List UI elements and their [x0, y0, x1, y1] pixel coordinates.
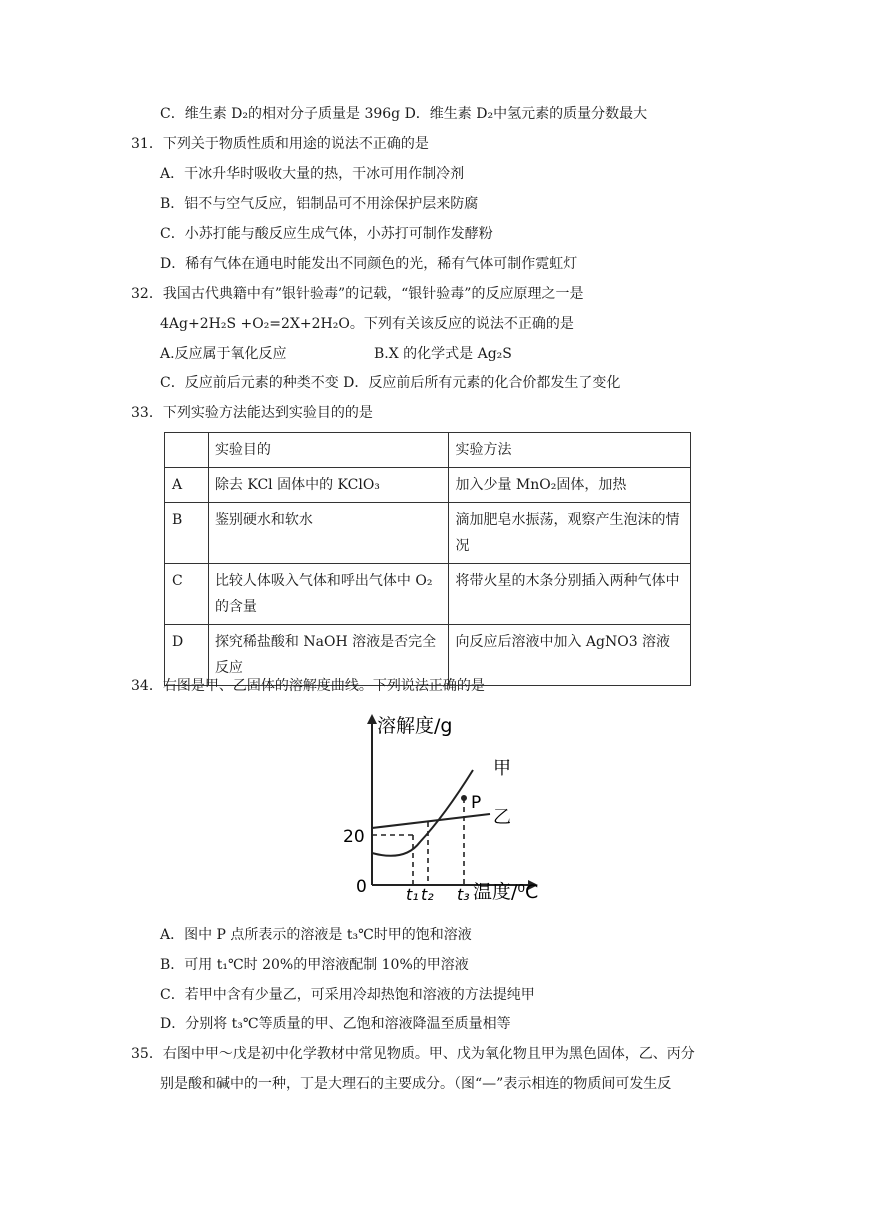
table-cell: 除去 KCl 固体中的 KClO₃: [208, 468, 449, 503]
table-cell: D: [165, 625, 209, 686]
x-axis-label: 温度/⁰C: [473, 881, 539, 903]
table-cell: 滴加肥皂水振荡，观察产生泡沫的情况: [449, 503, 691, 564]
table-cell: 向反应后溶液中加入 AgNO3 溶液: [449, 625, 691, 686]
table-row: [165, 564, 691, 625]
curve-label-yi: 乙: [493, 807, 511, 828]
table-cell: 比较人体吸入气体和呼出气体中 O₂的含量: [208, 564, 449, 625]
q34-option-c: C．若甲中含有少量乙，可采用冷却热饱和溶液的方法提纯甲: [160, 987, 535, 1003]
q34-stem: 34．右图是甲、乙固体的溶解度曲线。下列说法正确的是: [131, 678, 485, 694]
table-cell: C: [165, 564, 209, 625]
q32-option-a: A.反应属于氧化反应: [160, 346, 287, 362]
q34-option-a: A．图中 P 点所表示的溶液是 t₃℃时甲的饱和溶液: [160, 927, 472, 943]
experiment-table: [164, 432, 691, 686]
table-cell: A: [165, 468, 209, 503]
table-header-method: 实验方法: [449, 433, 691, 468]
table-header-purpose: 实验目的: [208, 433, 449, 468]
table-row: [165, 503, 691, 564]
q33-stem: 33．下列实验方法能达到实验目的的是: [131, 405, 373, 421]
table-cell: 探究稀盐酸和 NaOH 溶液是否完全反应: [208, 625, 449, 686]
table-cell: 鉴别硬水和软水: [208, 503, 449, 564]
q35-stem-line2: 别是酸和碱中的一种，丁是大理石的主要成分。（图“—”表示相连的物质间可发生反: [160, 1076, 672, 1092]
x-tick-t3: t₃: [457, 885, 470, 904]
table-cell: 加入少量 MnO₂固体，加热: [449, 468, 691, 503]
table-cell: [165, 433, 209, 468]
q31-stem: 31．下列关于物质性质和用途的说法不正确的是: [131, 136, 429, 152]
curve-label-jia: 甲: [493, 758, 511, 779]
table-cell: B: [165, 503, 209, 564]
q32-options-cd: C．反应前后元素的种类不变 D．反应前后所有元素的化合价都发生了变化: [160, 375, 621, 391]
point-p-label: P: [471, 793, 482, 813]
q32-stem: 32．我国古代典籍中有”银针验毒”的记载，“银针验毒”的反应原理之一是: [131, 286, 584, 302]
curve-yi: [372, 814, 490, 828]
q34-option-d: D．分别将 t₃℃等质量的甲、乙饱和溶液降温至质量相等: [160, 1016, 511, 1032]
q30-options-cd: C．维生素 D₂的相对分子质量是 396g D．维生素 D₂中氢元素的质量分数最大: [160, 106, 648, 122]
q31-option-d: D．稀有气体在通电时能发出不同颜色的光，稀有气体可制作霓虹灯: [160, 256, 578, 272]
table-row: [165, 468, 691, 503]
table-header-row: [165, 433, 691, 468]
x-tick-t2: t₂: [421, 885, 434, 904]
q31-option-a: A．干冰升华时吸收大量的热，干冰可用作制冷剂: [160, 166, 465, 182]
q34-option-b: B．可用 t₁℃时 20%的甲溶液配制 10%的甲溶液: [160, 957, 469, 973]
x-tick-t1: t₁: [406, 885, 419, 904]
curve-jia: [372, 770, 473, 856]
origin-label: 0: [356, 877, 367, 897]
point-p-dot: [461, 795, 467, 801]
q32-equation: 4Ag+2H₂S +O₂=2X+2H₂O。下列有关该反应的说法不正确的是: [160, 316, 574, 332]
q32-option-b: B.X 的化学式是 Ag₂S: [374, 346, 512, 362]
y-tick-20: 20: [343, 827, 365, 847]
y-axis-arrow: [367, 714, 377, 724]
q31-option-b: B．铝不与空气反应，铝制品可不用涂保护层来防腐: [160, 196, 479, 212]
q31-option-c: C．小苏打能与酸反应生成气体，小苏打可制作发酵粉: [160, 226, 493, 242]
table-cell: 将带火星的木条分别插入两种气体中: [449, 564, 691, 625]
q35-stem-line1: 35．右图中甲～戊是初中化学教材中常见物质。甲、戊为氧化物且甲为黑色固体，乙、丙分: [131, 1046, 695, 1062]
y-axis-label: 溶解度/g: [377, 715, 453, 737]
solubility-graph: [335, 710, 555, 910]
